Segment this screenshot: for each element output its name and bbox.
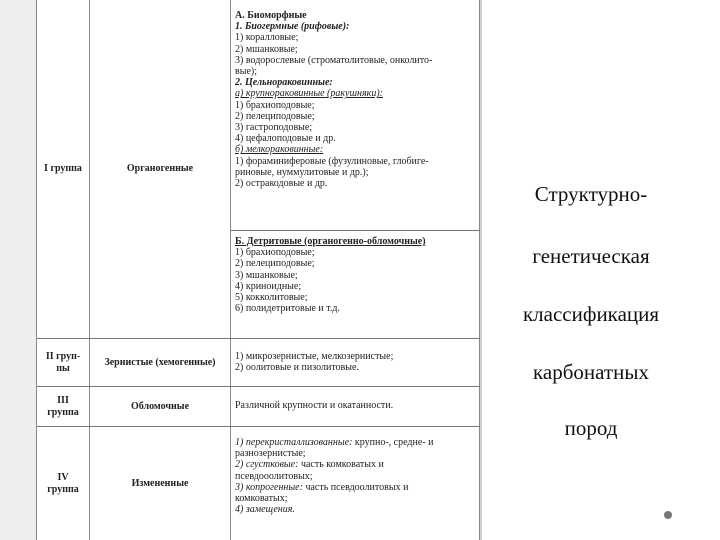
table-row-group-2 (37, 338, 480, 386)
type-label: Органогенные (126, 163, 194, 175)
list-item: 1) микрозернистые, мелкозернистые; (235, 351, 394, 362)
list-item: 4) замещения. (235, 504, 295, 516)
list-item: 1) перекристаллизованные: крупно-, средне- и (235, 437, 434, 448)
title-line: генетическая (532, 244, 650, 268)
list-item: 5) кокколитовые; (235, 292, 308, 304)
table-row-group-3 (37, 386, 480, 426)
list-item-continuation: комковатых; (235, 493, 288, 505)
list-item: 1) фораминиферовые (фузулиновые, глобиге- (235, 155, 429, 167)
list-item: 6) полидетритовые и т.д. (235, 303, 340, 315)
title-line: классификация (522, 302, 660, 326)
section-title: Б. Детритовые (органогенно-обломочные) (235, 236, 426, 247)
list-item: 3) копрогенные: часть псевдоолитовых и (235, 481, 409, 493)
group-label: II груп- пы (45, 351, 81, 374)
group-label: III группа (47, 395, 79, 418)
list-item: риновые, нуммулитовые и др.); (235, 166, 369, 178)
subsection-title: 2. Цельнораковинные: (235, 77, 333, 89)
subsection-title: 1. Биогермные (рифовые): (235, 21, 350, 33)
list-item: 3) гастроподовые; (235, 122, 313, 134)
list-item: 4) цефалоподовые и др. (235, 133, 336, 145)
list-item: 1) брахиоподовые; (235, 99, 315, 111)
group-label: I группа (44, 163, 82, 175)
list-item: 2) мшанковые; (235, 43, 298, 55)
title-line: пород (564, 416, 618, 440)
group-label: IV группа (47, 472, 79, 495)
slide-bullet-dot (664, 511, 672, 519)
list-item: 3) мшанковые; (235, 269, 298, 281)
section-title: А. Биоморфные (235, 10, 307, 21)
type-label: Зернистые (хемогенные) (104, 356, 216, 368)
list-item: Различной крупности и окатанности. (235, 400, 394, 411)
list-item: 1) коралловые; (235, 32, 299, 44)
list-item: 3) водорослевые (строматолитовые, онколито- (235, 54, 433, 66)
section-biomorphic (235, 10, 476, 189)
type-label: Обломочные (130, 400, 190, 412)
subsection-title: б) мелкораковинные: (235, 144, 324, 156)
title-line: карбонатных (533, 360, 649, 384)
slide-title (482, 172, 720, 452)
list-item: 2) пелециподовые; (235, 110, 315, 122)
list-item: вые); (235, 66, 257, 78)
left-margin (0, 0, 36, 540)
list-item: 1) брахиоподовые; (235, 247, 315, 259)
list-item: 4) криноидные; (235, 280, 302, 292)
subsection-title: а) крупнораковинные (ракушняки): (235, 88, 383, 100)
section-detrital (235, 236, 476, 314)
table-row-group-4 (37, 426, 480, 540)
classification-table (36, 0, 480, 540)
list-item-continuation: псевдооолитовых; (235, 470, 313, 482)
list-item: 2) остракодовые и др. (235, 178, 328, 190)
list-item: 2) пелециподовые; (235, 258, 315, 270)
table-row-group-1 (37, 0, 480, 338)
title-line: Структурно- (534, 182, 648, 206)
list-item: 2) сгустковые: часть комковатых и (235, 459, 384, 471)
type-label: Измененные (131, 477, 189, 489)
list-item: 2) оолитовые и пизолитовые. (235, 362, 359, 374)
list-item-continuation: разнозернистые; (235, 448, 306, 460)
